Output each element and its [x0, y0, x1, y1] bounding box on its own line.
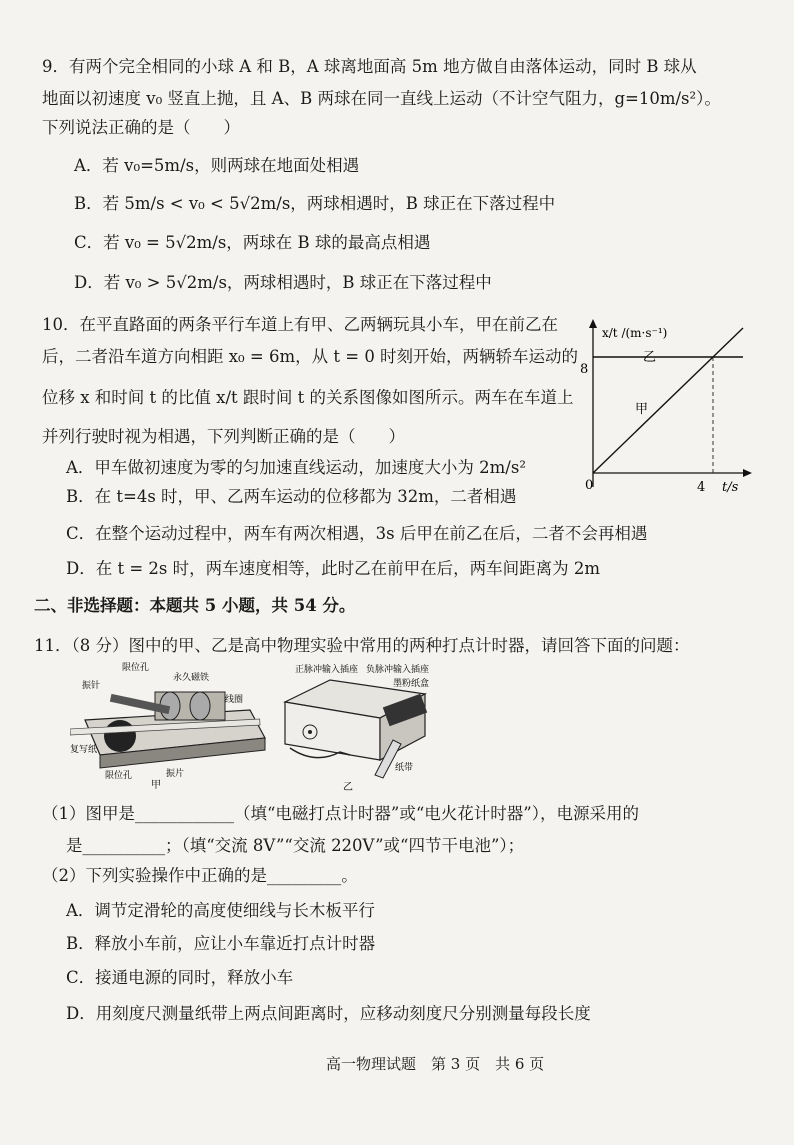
q10-option-a: A．甲车做初速度为零的匀加速直线运动，加速度大小为 2m/s²	[66, 458, 526, 477]
q11-option-a: A．调节定滑轮的高度使细线与长木板平行	[66, 901, 375, 920]
fig-jia-label-needle: 振针	[82, 681, 101, 691]
fig-yi-label-positive-socket: 正脉冲输入插座	[295, 665, 359, 675]
series-label-yi: 乙	[643, 350, 657, 365]
series-label-jia: 甲	[635, 402, 649, 417]
fig-yi-caption: 乙	[343, 782, 353, 793]
fig-jia-caption: 甲	[151, 780, 161, 790]
section-heading: 二、非选择题：本题共 5 小题，共 54 分。	[34, 596, 356, 615]
q10-stem-line4: 并列行驶时视为相遇，下列判断正确的是（ ）	[42, 427, 405, 446]
q10-xt-graph	[578, 315, 758, 500]
fig-jia-label-vibrating-plate: 振片	[166, 769, 185, 779]
q11-option-c: C．接通电源的同时，释放小车	[66, 968, 294, 987]
fig-yi-label-negative-socket: 负脉冲输入插座	[366, 665, 430, 675]
fig-yi-label-paper-tape: 纸带	[395, 763, 414, 773]
fig-jia-label-coil: 线圈	[225, 695, 244, 705]
q11-part1-line2: 是__________；（填“交流 8V”“交流 220V”或“四节干电池”）；	[66, 836, 525, 855]
q10-stem-line1: 10．在平直路面的两条平行车道上有甲、乙两辆玩具小车，甲在前乙在	[42, 315, 558, 334]
fig-jia-label-limit-hole-bottom: 限位孔	[105, 771, 133, 781]
fig-jia-label-magnet: 永久磁铁	[173, 673, 210, 683]
figure-yi-spark-timer	[275, 660, 445, 795]
q11-part1-line1: （1）图甲是____________（填“电磁打点计时器”或“电火花计时器”），电源采用的	[42, 804, 639, 823]
q10-option-d: D．在 t = 2s 时，两车速度相等，此时乙在前甲在后，两车间距离为 2m	[66, 559, 601, 578]
q9-option-b: B．若 5m/s < v₀ < 5√2m/s，两球相遇时，B 球正在下落过程中	[74, 194, 556, 213]
q9-option-c: C．若 v₀ = 5√2m/s，两球在 B 球的最高点相遇	[74, 233, 431, 252]
fig-jia-label-limit-hole-top: 限位孔	[122, 663, 150, 673]
q9-stem-line3: 下列说法正确的是（ ）	[42, 118, 240, 137]
q9-stem-line2: 地面以初速度 v₀ 竖直上抛，且 A、B 两球在同一直线上运动（不计空气阻力，g=10m/s²）。	[42, 89, 721, 108]
fig-jia-label-carbon-paper: 复写纸	[70, 745, 98, 755]
series-line-jia	[593, 328, 743, 473]
q10-stem-line2: 后，二者沿车道方向相距 x₀ = 6m，从 t = 0 时刻开始，两辆轿车运动的	[42, 347, 579, 366]
x-axis	[593, 469, 752, 477]
y-axis	[589, 319, 597, 487]
q9-option-d: D．若 v₀ > 5√2m/s，两球相遇时，B 球正在下落过程中	[74, 273, 492, 292]
x-tick-label: 4	[697, 480, 706, 495]
figure-jia-electromagnetic-timer	[70, 660, 270, 790]
q11-option-d: D．用刻度尺测量纸带上两点间距离时，应移动刻度尺分别测量每段长度	[66, 1004, 591, 1023]
q11-option-b: B．释放小车前，应让小车靠近打点计时器	[66, 934, 376, 953]
fig-yi-label-toner-box: 墨粉纸盒	[393, 679, 430, 689]
q10-option-c: C．在整个运动过程中，两车有两次相遇，3s 后甲在前乙在后，二者不会再相遇	[66, 524, 648, 543]
q9-stem-line1: 9．有两个完全相同的小球 A 和 B，A 球离地面高 5m 地方做自由落体运动，同时 B 球从	[42, 57, 697, 76]
y-axis-label: x/t /(m·s⁻¹)	[602, 326, 668, 340]
page-footer: 高一物理试题 第 3 页 共 6 页	[326, 1055, 545, 1073]
q9-option-a: A．若 v₀=5m/s，则两球在地面处相遇	[74, 156, 360, 175]
y-tick-label: 8	[580, 362, 589, 377]
x-axis-label: t/s	[722, 480, 739, 495]
q11-stem: 11．（8 分）图中的甲、乙是高中物理实验中常用的两种打点计时器，请回答下面的问题：	[34, 636, 690, 655]
q10-stem-line3: 位移 x 和时间 t 的比值 x/t 跟时间 t 的关系图像如图所示。两车在车道上	[42, 388, 574, 407]
q11-part2: （2）下列实验操作中正确的是_________。	[42, 866, 358, 885]
q10-option-b: B．在 t=4s 时，甲、乙两车运动的位移都为 32m，二者相遇	[66, 487, 517, 506]
origin-label: 0	[585, 478, 594, 493]
